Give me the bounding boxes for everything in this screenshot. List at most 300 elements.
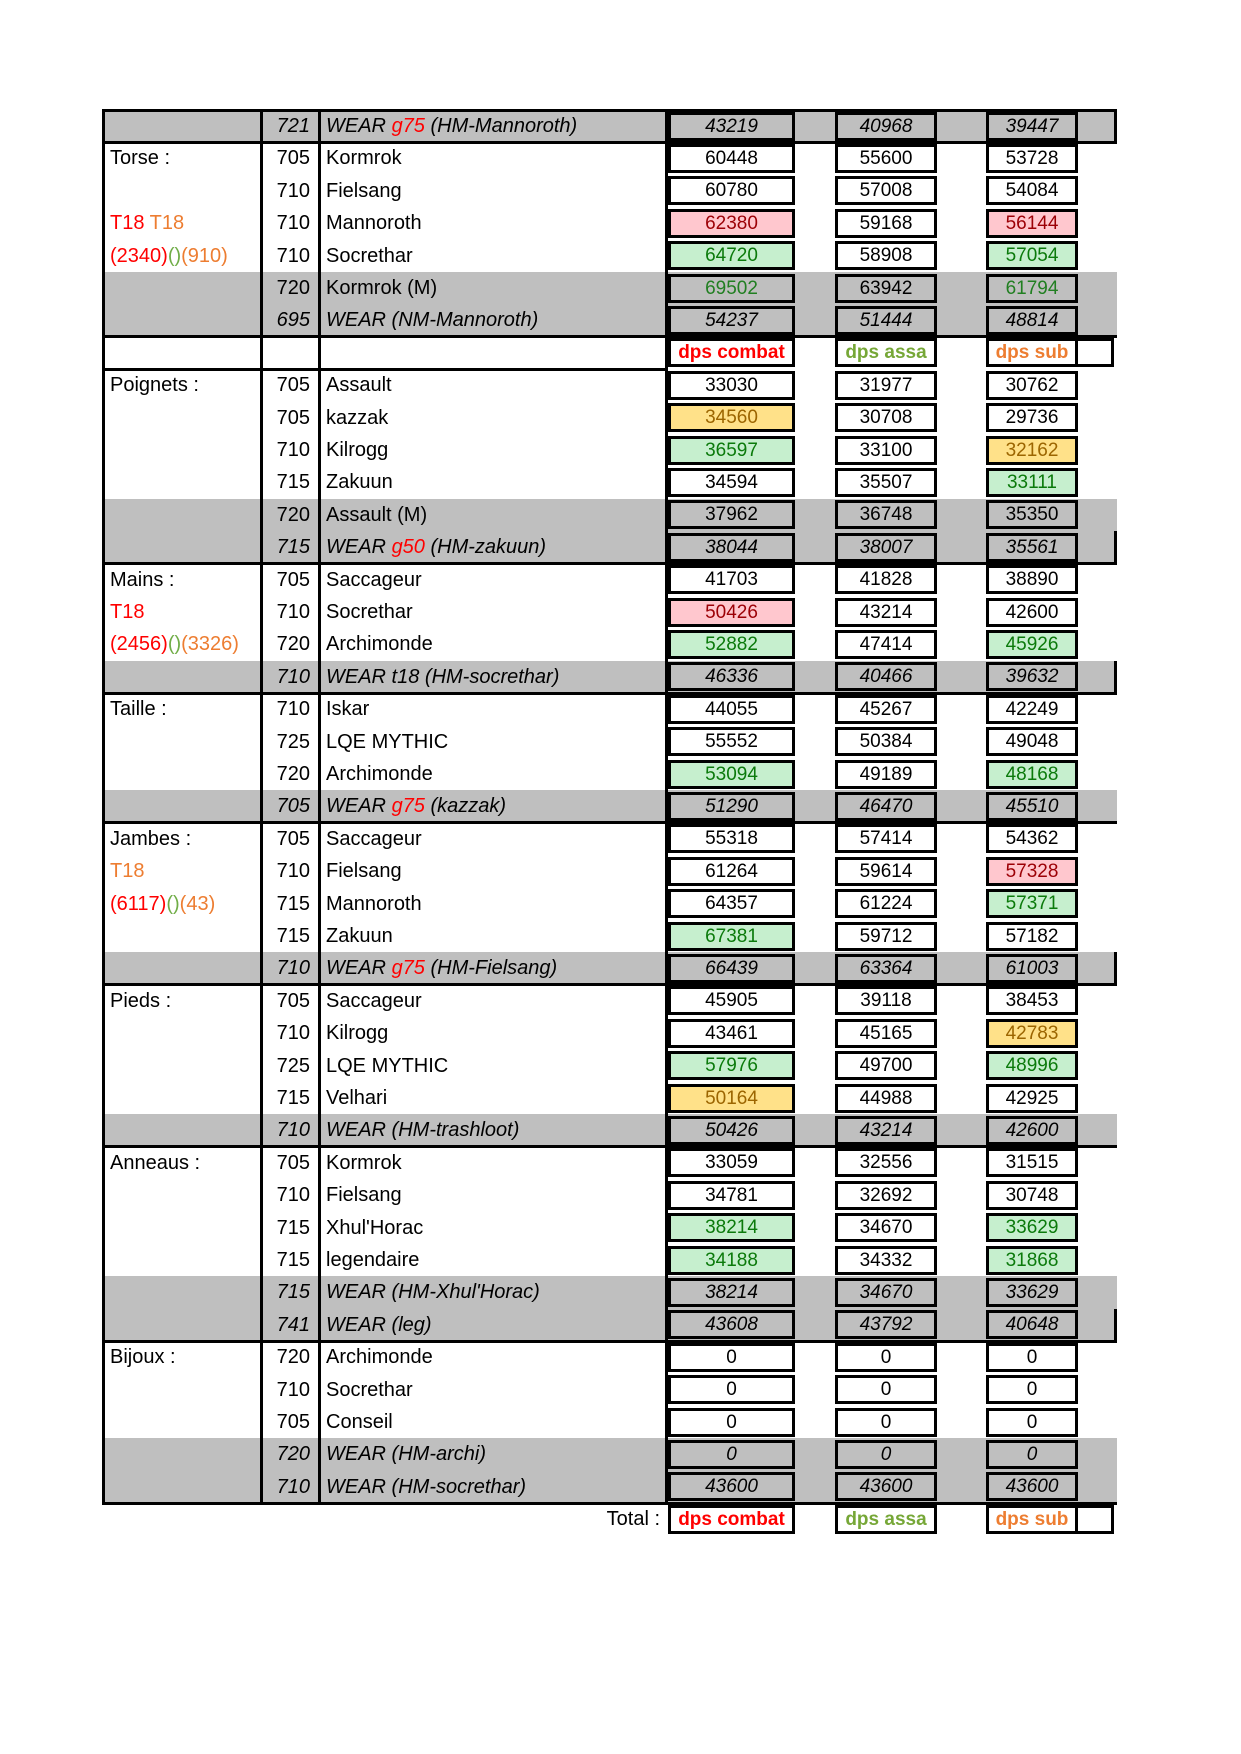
item-name-cell[interactable]	[326, 1438, 662, 1470]
dps-value-cell[interactable]: 59168	[835, 209, 937, 238]
dps-value-cell[interactable]: 45267	[835, 695, 937, 724]
table-border-left	[102, 110, 105, 1503]
dps-value-cell[interactable]: 43600	[668, 1472, 795, 1501]
text-segment: WEAR	[326, 795, 392, 818]
item-level-cell[interactable]: 710	[276, 1184, 310, 1207]
dps-value-cell[interactable]: 42783	[986, 1019, 1078, 1048]
dps-value-cell[interactable]: 40648	[986, 1310, 1078, 1339]
dps-column-header[interactable]: dps sub	[986, 1505, 1078, 1534]
item-name-cell[interactable]	[326, 175, 662, 207]
item-name-cell[interactable]	[326, 1082, 662, 1114]
section-divider	[102, 692, 1117, 695]
dps-value-cell[interactable]: 39118	[835, 986, 937, 1015]
dps-value-cell[interactable]: 42249	[986, 695, 1078, 724]
table-row	[102, 1114, 1117, 1146]
dps-value-cell[interactable]: 33100	[835, 436, 937, 465]
text-segment: Conseil	[326, 1411, 393, 1433]
slot-label	[110, 369, 258, 401]
dps-value-cell[interactable]: 34188	[668, 1246, 795, 1275]
text-segment: T18	[110, 860, 145, 883]
item-level-cell[interactable]: 715	[276, 1281, 310, 1304]
dps-value-cell[interactable]: 43792	[835, 1310, 937, 1339]
item-level-cell[interactable]: 710	[276, 601, 310, 623]
dps-value-cell[interactable]: 0	[668, 1440, 795, 1469]
item-level-cell[interactable]: 715	[276, 536, 310, 559]
dps-value-cell[interactable]: 39447	[986, 112, 1078, 141]
dps-column-header[interactable]: dps assa	[835, 1505, 937, 1534]
item-level-cell[interactable]: 741	[276, 1313, 310, 1336]
table-row	[102, 952, 1117, 984]
table-row	[102, 1471, 1117, 1503]
dps-value-cell[interactable]: 37962	[668, 500, 795, 529]
dps-value-cell[interactable]: 0	[986, 1440, 1078, 1469]
dps-value-cell[interactable]: 48996	[986, 1051, 1078, 1080]
dps-value-cell[interactable]: 61003	[986, 954, 1078, 983]
item-level-cell[interactable]: 715	[276, 1249, 310, 1271]
dps-value-cell[interactable]: 43214	[835, 598, 937, 627]
dps-value-cell[interactable]: 57008	[835, 176, 937, 205]
table-row	[102, 369, 1117, 401]
text-segment: Fielsang	[326, 860, 402, 883]
dps-value-cell[interactable]: 54362	[986, 824, 1078, 853]
dps-value-cell[interactable]: 58908	[835, 241, 937, 270]
dps-value-cell[interactable]: 46470	[835, 792, 937, 821]
dps-value-cell[interactable]: 0	[668, 1343, 795, 1372]
dps-value-cell[interactable]: 64720	[668, 241, 795, 270]
text-segment: WEAR (HM-socrethar)	[326, 1475, 527, 1498]
text-segment: Saccageur	[326, 568, 422, 591]
dps-value-cell[interactable]: 0	[835, 1440, 937, 1469]
table-row	[102, 1341, 1117, 1373]
item-name-cell[interactable]	[326, 888, 662, 920]
dps-value-cell[interactable]: 45510	[986, 792, 1078, 821]
dps-value-cell[interactable]: 59712	[835, 922, 937, 951]
dps-value-cell[interactable]: 33629	[986, 1213, 1078, 1242]
item-level-cell[interactable]: 710	[276, 1022, 310, 1045]
item-name-cell[interactable]	[326, 920, 662, 952]
dps-value-cell[interactable]: 44055	[668, 695, 795, 724]
table-row	[102, 1438, 1117, 1470]
dps-column-header[interactable]: dps combat	[668, 1505, 795, 1534]
dps-value-cell[interactable]: 49189	[835, 760, 937, 789]
table-border-right-tick	[1114, 531, 1117, 563]
dps-value-cell[interactable]: 33111	[986, 468, 1078, 497]
dps-value-cell[interactable]: 43600	[986, 1472, 1078, 1501]
item-level-cell[interactable]: 725	[276, 1054, 310, 1077]
item-name-cell[interactable]	[326, 369, 662, 401]
item-name-cell[interactable]	[326, 596, 662, 628]
dps-value-cell[interactable]: 38214	[668, 1278, 795, 1307]
table-border-right-tick	[1114, 661, 1117, 693]
text-segment: Kilrogg	[326, 439, 389, 461]
item-name-cell[interactable]	[326, 240, 662, 272]
dps-value-cell[interactable]: 52882	[668, 630, 795, 659]
dps-value-cell[interactable]: 30762	[986, 371, 1078, 400]
item-name-cell[interactable]	[326, 1017, 662, 1049]
text-segment: T18	[110, 601, 145, 623]
dps-value-cell[interactable]: 57371	[986, 889, 1078, 918]
text-segment: (43)	[179, 892, 216, 915]
dps-value-cell[interactable]: 34594	[668, 468, 795, 497]
column-divider-name-values	[665, 110, 668, 1503]
dps-value-cell[interactable]: 63942	[835, 274, 937, 303]
dps-value-cell[interactable]: 0	[986, 1408, 1078, 1437]
dps-value-cell[interactable]: 57328	[986, 857, 1078, 886]
table-row	[102, 758, 1117, 790]
item-level-cell[interactable]: 710	[276, 698, 310, 721]
item-level-cell[interactable]: 710	[276, 1378, 310, 1401]
dps-value-cell[interactable]: 51290	[668, 792, 795, 821]
dps-value-cell[interactable]: 57182	[986, 922, 1078, 951]
item-level-cell[interactable]: 720	[276, 503, 310, 526]
dps-column-header[interactable]: dps combat	[668, 338, 795, 367]
dps-value-cell[interactable]: 0	[986, 1375, 1078, 1404]
dps-value-cell[interactable]: 57054	[986, 241, 1078, 270]
item-level-cell[interactable]: 705	[276, 406, 310, 429]
dps-value-cell[interactable]: 39632	[986, 662, 1078, 691]
item-name-cell[interactable]	[326, 1309, 662, 1341]
section-divider	[102, 141, 1117, 144]
dps-value-cell[interactable]: 55552	[668, 727, 795, 756]
dps-value-cell[interactable]: 43608	[668, 1310, 795, 1339]
text-segment: LQE MYTHIC	[326, 730, 449, 753]
text-segment: (910)	[181, 244, 228, 267]
text-segment: Taille :	[110, 698, 167, 721]
spreadsheet-table	[102, 110, 1117, 1536]
text-segment: (2456)	[110, 633, 168, 656]
text-segment: WEAR	[326, 957, 392, 980]
item-name-cell[interactable]	[326, 207, 662, 239]
item-name-cell[interactable]	[326, 110, 662, 142]
text-segment: Mannoroth	[326, 892, 422, 915]
item-name-cell[interactable]	[326, 823, 662, 855]
table-row	[102, 207, 1117, 239]
item-level-cell[interactable]: 710	[276, 1119, 310, 1142]
item-level-cell[interactable]: 705	[276, 989, 310, 1012]
dps-value-cell[interactable]: 61264	[668, 857, 795, 886]
text-segment: Archimonde	[326, 763, 433, 785]
dps-value-cell[interactable]: 29736	[986, 403, 1078, 432]
dps-value-cell[interactable]: 43461	[668, 1019, 795, 1048]
item-level-cell[interactable]: 710	[276, 665, 310, 688]
dps-value-cell[interactable]: 67381	[668, 922, 795, 951]
table-row	[102, 142, 1117, 174]
section-divider	[102, 983, 1117, 986]
dps-value-cell[interactable]: 45165	[835, 1019, 937, 1048]
text-segment: Archimonde	[326, 1346, 433, 1369]
item-name-cell[interactable]	[326, 1147, 662, 1179]
text-segment: Fielsang	[326, 179, 402, 202]
table-row	[102, 726, 1117, 758]
dps-value-cell[interactable]: 50426	[668, 1116, 795, 1145]
item-name-cell[interactable]	[326, 402, 662, 434]
dps-value-cell[interactable]: 60780	[668, 176, 795, 205]
item-level-cell[interactable]: 720	[276, 763, 310, 785]
text-segment: Fielsang	[326, 1184, 402, 1207]
item-name-cell[interactable]	[326, 531, 662, 563]
item-name-cell[interactable]	[326, 1471, 662, 1503]
text-segment: ()	[166, 892, 180, 915]
dps-value-cell[interactable]: 51444	[835, 306, 937, 335]
item-level-cell[interactable]: 710	[276, 244, 310, 267]
dps-value-cell[interactable]: 61224	[835, 889, 937, 918]
dps-value-cell[interactable]: 40466	[835, 662, 937, 691]
table-row	[102, 693, 1117, 725]
dps-value-cell[interactable]: 33059	[668, 1148, 795, 1177]
dps-value-cell[interactable]: 35350	[986, 500, 1078, 529]
dps-value-cell[interactable]: 54237	[668, 306, 795, 335]
item-level-cell[interactable]: 720	[276, 1443, 310, 1466]
dps-value-cell[interactable]: 40968	[835, 112, 937, 141]
text-segment: WEAR (HM-archi)	[326, 1443, 486, 1466]
item-name-cell[interactable]	[326, 855, 662, 887]
text-segment: WEAR	[326, 536, 392, 559]
dps-value-cell[interactable]: 0	[835, 1408, 937, 1437]
item-name-cell[interactable]	[326, 693, 662, 725]
item-name-cell[interactable]	[326, 1212, 662, 1244]
dps-value-cell[interactable]: 48168	[986, 760, 1078, 789]
item-name-cell[interactable]	[326, 1114, 662, 1146]
item-name-cell[interactable]	[326, 499, 662, 531]
item-level-cell[interactable]: 721	[276, 115, 310, 137]
text-segment: (kazzak)	[424, 795, 507, 818]
item-level-cell[interactable]: 710	[276, 179, 310, 202]
column-divider-level-name	[318, 110, 321, 1503]
item-name-cell[interactable]	[326, 1179, 662, 1211]
dps-value-cell[interactable]: 54084	[986, 176, 1078, 205]
item-name-cell[interactable]	[326, 304, 662, 336]
dps-value-cell[interactable]: 43219	[668, 112, 795, 141]
item-level-cell[interactable]: 720	[276, 633, 310, 656]
dps-value-cell[interactable]: 41703	[668, 565, 795, 594]
slot-label	[110, 207, 258, 239]
table-row	[102, 564, 1117, 596]
text-segment: (HM-Mannoroth)	[424, 115, 578, 137]
dps-value-cell[interactable]: 38044	[668, 533, 795, 562]
dps-value-cell[interactable]: 59614	[835, 857, 937, 886]
item-level-cell[interactable]: 725	[276, 730, 310, 753]
dps-value-cell[interactable]: 43214	[835, 1116, 937, 1145]
dps-value-cell[interactable]: 56144	[986, 209, 1078, 238]
dps-value-cell[interactable]: 33030	[668, 371, 795, 400]
dps-value-cell[interactable]: 42600	[986, 598, 1078, 627]
dps-value-cell[interactable]: 31868	[986, 1246, 1078, 1275]
item-name-cell[interactable]	[326, 434, 662, 466]
total-row	[102, 1503, 1117, 1535]
dps-value-cell[interactable]: 34332	[835, 1246, 937, 1275]
item-level-cell[interactable]: 715	[276, 925, 310, 947]
dps-value-cell[interactable]: 50384	[835, 727, 937, 756]
dps-value-cell[interactable]: 31977	[835, 371, 937, 400]
item-level-cell[interactable]: 710	[276, 439, 310, 461]
dps-value-cell[interactable]: 0	[986, 1343, 1078, 1372]
dps-value-cell[interactable]: 55600	[835, 144, 937, 173]
dps-value-cell[interactable]: 30708	[835, 403, 937, 432]
dps-value-cell[interactable]: 57976	[668, 1051, 795, 1080]
text-segment: Xhul'Horac	[326, 1216, 424, 1239]
text-segment: ()	[167, 244, 182, 267]
item-name-cell[interactable]	[326, 466, 662, 498]
item-level-cell[interactable]: 715	[276, 1216, 310, 1239]
dps-value-cell[interactable]: 32692	[835, 1181, 937, 1210]
text-segment: Bijoux :	[110, 1346, 176, 1369]
item-level-cell[interactable]: 710	[276, 212, 310, 235]
item-level-cell[interactable]: 720	[276, 277, 310, 299]
dps-value-cell[interactable]: 36748	[835, 500, 937, 529]
dps-value-cell[interactable]: 69502	[668, 274, 795, 303]
dps-value-cell[interactable]: 38007	[835, 533, 937, 562]
dps-value-cell[interactable]: 34560	[668, 403, 795, 432]
text-segment: Poignets :	[110, 374, 199, 397]
dps-value-cell[interactable]: 45926	[986, 630, 1078, 659]
total-label: Total :	[606, 1508, 660, 1531]
dps-value-cell[interactable]: 50164	[668, 1084, 795, 1113]
dps-value-cell[interactable]: 0	[668, 1375, 795, 1404]
dps-value-cell[interactable]: 41828	[835, 565, 937, 594]
dps-value-cell[interactable]: 42925	[986, 1084, 1078, 1113]
dps-value-cell[interactable]: 32556	[835, 1148, 937, 1177]
item-name-cell[interactable]	[326, 790, 662, 822]
section-divider	[102, 335, 1117, 338]
section-divider	[102, 562, 1117, 565]
dps-value-cell[interactable]: 46336	[668, 662, 795, 691]
dps-value-cell[interactable]: 61794	[986, 274, 1078, 303]
item-level-cell[interactable]: 705	[276, 827, 310, 850]
dps-value-cell[interactable]: 49048	[986, 727, 1078, 756]
dps-value-cell[interactable]: 66439	[668, 954, 795, 983]
item-name-cell[interactable]	[326, 628, 662, 660]
item-level-cell[interactable]: 715	[276, 892, 310, 915]
item-level-cell[interactable]: 695	[276, 309, 310, 332]
dps-value-cell[interactable]: 63364	[835, 954, 937, 983]
dps-column-header[interactable]: dps assa	[835, 338, 937, 367]
dps-value-cell[interactable]: 0	[668, 1408, 795, 1437]
dps-value-cell[interactable]: 49700	[835, 1051, 937, 1080]
empty-bordered-cell	[1078, 338, 1114, 367]
dps-value-cell[interactable]: 42600	[986, 1116, 1078, 1145]
item-name-cell[interactable]	[326, 1244, 662, 1276]
dps-value-cell[interactable]: 32162	[986, 436, 1078, 465]
dps-value-cell[interactable]: 50426	[668, 598, 795, 627]
dps-value-cell[interactable]: 35507	[835, 468, 937, 497]
text-segment: Archimonde	[326, 633, 433, 656]
text-segment: WEAR (HM-trashloot)	[326, 1119, 520, 1142]
item-level-cell[interactable]: 705	[276, 374, 310, 397]
dps-value-cell[interactable]: 34781	[668, 1181, 795, 1210]
text-segment: (3326)	[181, 633, 239, 656]
text-segment: (HM-zakuun)	[424, 536, 547, 559]
item-level-cell[interactable]: 705	[276, 147, 310, 170]
dps-value-cell[interactable]: 64357	[668, 889, 795, 918]
text-segment: Mains :	[110, 568, 175, 591]
dps-value-cell[interactable]: 43600	[835, 1472, 937, 1501]
item-name-cell[interactable]	[326, 142, 662, 174]
slot-label	[110, 564, 258, 596]
item-name-cell[interactable]	[326, 985, 662, 1017]
empty-bordered-cell	[1078, 1505, 1114, 1534]
dps-value-cell[interactable]: 38890	[986, 565, 1078, 594]
dps-value-cell[interactable]: 38214	[668, 1213, 795, 1242]
item-name-cell[interactable]	[326, 272, 662, 304]
item-level-cell[interactable]: 705	[276, 568, 310, 591]
item-level-cell[interactable]: 705	[276, 795, 310, 818]
text-segment: g75	[391, 957, 425, 980]
slot-label	[110, 142, 258, 174]
item-level-cell[interactable]: 705	[276, 1151, 310, 1174]
dps-value-cell[interactable]: 45905	[668, 986, 795, 1015]
dps-value-cell[interactable]: 44988	[835, 1084, 937, 1113]
table-border-right-tick	[1114, 1309, 1117, 1341]
dps-value-cell[interactable]: 35561	[986, 533, 1078, 562]
dps-value-cell[interactable]: 55318	[668, 824, 795, 853]
dps-value-cell[interactable]: 38453	[986, 986, 1078, 1015]
item-name-cell[interactable]	[326, 1276, 662, 1308]
item-name-cell[interactable]	[326, 1341, 662, 1373]
dps-value-cell[interactable]: 53094	[668, 760, 795, 789]
text-segment: Pieds :	[110, 989, 172, 1012]
table-row	[102, 823, 1117, 855]
text-segment: WEAR t18 (HM-socrethar)	[326, 665, 560, 688]
dps-value-cell[interactable]: 60448	[668, 144, 795, 173]
dps-value-cell[interactable]: 62380	[668, 209, 795, 238]
table-row	[102, 920, 1117, 952]
dps-value-cell[interactable]: 30748	[986, 1181, 1078, 1210]
item-name-cell[interactable]	[326, 758, 662, 790]
item-name-cell[interactable]	[326, 661, 662, 693]
dps-value-cell[interactable]: 57414	[835, 824, 937, 853]
dps-header-row	[102, 337, 1117, 369]
dps-value-cell[interactable]: 0	[835, 1375, 937, 1404]
dps-value-cell[interactable]: 48814	[986, 306, 1078, 335]
text-segment: (2340)	[110, 244, 168, 267]
item-name-cell[interactable]	[326, 564, 662, 596]
dps-value-cell[interactable]: 36597	[668, 436, 795, 465]
item-name-cell[interactable]	[326, 1050, 662, 1082]
table-row	[102, 110, 1117, 142]
dps-value-cell[interactable]: 33629	[986, 1278, 1078, 1307]
text-segment: Socrethar	[326, 1378, 413, 1401]
dps-value-cell[interactable]: 34670	[835, 1278, 937, 1307]
item-level-cell[interactable]: 715	[276, 1087, 310, 1109]
table-row	[102, 240, 1117, 272]
column-divider-label-level	[260, 110, 263, 1503]
slot-label	[110, 855, 258, 887]
dps-column-header[interactable]: dps sub	[986, 338, 1078, 367]
item-name-cell[interactable]	[326, 726, 662, 758]
dps-value-cell[interactable]: 53728	[986, 144, 1078, 173]
item-level-cell[interactable]: 720	[276, 1346, 310, 1369]
dps-value-cell[interactable]: 47414	[835, 630, 937, 659]
item-name-cell[interactable]	[326, 1406, 662, 1438]
dps-value-cell[interactable]: 31515	[986, 1148, 1078, 1177]
item-level-cell[interactable]: 705	[276, 1411, 310, 1433]
dps-value-cell[interactable]: 0	[835, 1343, 937, 1372]
table-row	[102, 1017, 1117, 1049]
item-name-cell[interactable]	[326, 952, 662, 984]
dps-value-cell[interactable]: 34670	[835, 1213, 937, 1242]
text-segment: Socrethar	[326, 244, 413, 267]
text-segment: Zakuun	[326, 471, 393, 494]
item-level-cell[interactable]: 710	[276, 860, 310, 883]
item-level-cell[interactable]: 715	[276, 471, 310, 494]
table-row	[102, 596, 1117, 628]
item-level-cell[interactable]: 710	[276, 1475, 310, 1498]
slot-label	[110, 985, 258, 1017]
item-name-cell[interactable]	[326, 1374, 662, 1406]
text-segment: Torse :	[110, 147, 171, 170]
item-level-cell[interactable]: 710	[276, 957, 310, 980]
table-border-right-tick	[1114, 110, 1117, 142]
